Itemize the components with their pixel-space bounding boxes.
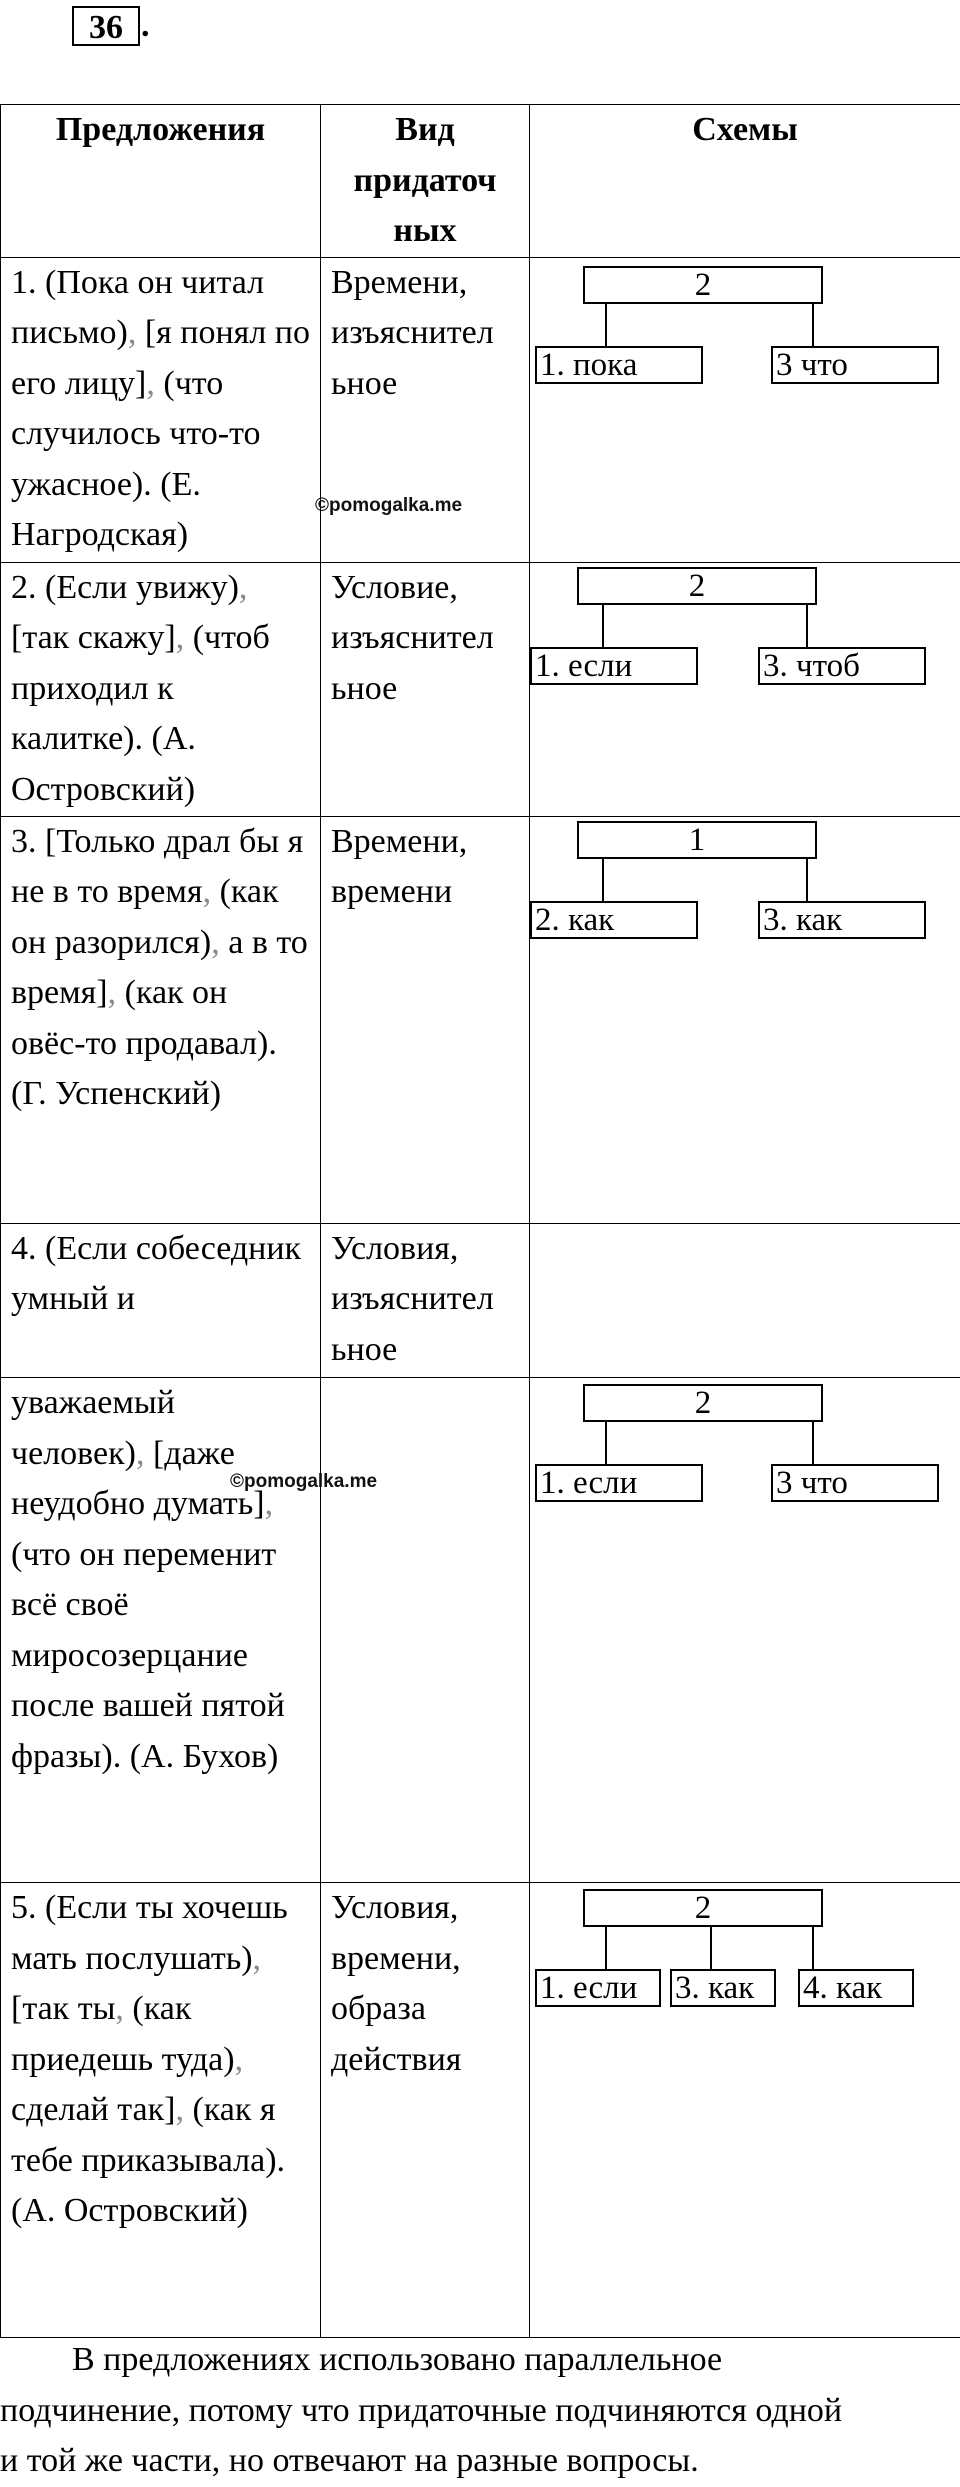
clause-type-cell (321, 1883, 530, 2338)
scheme-cell (530, 816, 960, 1223)
scheme-sub-box: 1. если (535, 1969, 661, 2007)
watermark: ©pomogalka.me (315, 496, 462, 516)
header-clause-type-line: придаточ (331, 156, 519, 207)
scheme-cell (530, 562, 960, 816)
clause-type-cell (321, 562, 530, 816)
sentence-text: (чтоб приходил к калитке). (А. Островский) (11, 619, 270, 808)
sentence-cell (1, 816, 321, 1223)
table-row (1, 257, 960, 562)
clause-type-line: ьное (331, 359, 519, 410)
scheme-connector (602, 605, 604, 647)
sentence-text: 4. (Если собеседник умный и (11, 1230, 301, 1318)
conclusion-line: подчинение, потому что придаточные подчиняются одной (0, 2386, 960, 2437)
watermark: ©pomogalka.me (230, 1472, 377, 1492)
scheme-diagram (530, 563, 960, 693)
comma-mark: , (265, 1485, 274, 1522)
comma-mark: , (146, 365, 155, 402)
clause-type-line: действия (331, 2035, 519, 2086)
sentence-text: сделай так] (11, 2091, 175, 2128)
table-row (1, 562, 960, 816)
sentence-cell (1, 562, 321, 816)
sentence-text: [так ты (11, 1990, 115, 2027)
clause-type-line: Времени, (331, 258, 519, 309)
scheme-connector (605, 1927, 607, 1969)
scheme-main-box: 1 (577, 821, 817, 859)
scheme-sub-box: 3. как (758, 901, 926, 939)
scheme-sub-box: 3 что (771, 346, 939, 384)
table-row (1, 1883, 960, 2338)
sentence-cell (1, 1223, 321, 1377)
clause-type-line: Условие, (331, 563, 519, 614)
scheme-sub-box: 3. чтоб (758, 647, 926, 685)
sentence-text: (как он разорился) (11, 873, 279, 961)
sentence-text: (как приедешь туда) (11, 1990, 235, 2078)
scheme-diagram (530, 817, 960, 947)
comma-mark: , (175, 2091, 184, 2128)
scheme-sub-box: 1. если (530, 647, 698, 685)
scheme-sub-box: 3. как (670, 1969, 776, 2007)
sentence-text: (как я тебе приказывала). (А. Островский) (11, 2091, 285, 2229)
clause-type-line: Условия, (331, 1883, 519, 1934)
sentence-text: а в то время] (11, 924, 308, 1012)
scheme-connector (605, 1422, 607, 1464)
header-clause-type-line: Вид (331, 105, 519, 156)
scheme-connector (605, 304, 607, 346)
sentence-text: 2. (Если увижу) (11, 569, 239, 606)
sentence-text: [я понял по его лицу] (11, 314, 310, 402)
table-row (1, 1223, 960, 1377)
clause-type-cell (321, 1223, 530, 1377)
clause-type-line: Условия, (331, 1224, 519, 1275)
sentence-text: 1. (Пока он читал письмо) (11, 264, 264, 352)
comma-mark: , (136, 1435, 145, 1472)
scheme-main-box: 2 (583, 266, 823, 304)
scheme-sub-box: 1. если (535, 1464, 703, 1502)
scheme-cell (530, 1883, 960, 2338)
scheme-sub-box: 3 что (771, 1464, 939, 1502)
scheme-connector (812, 304, 814, 346)
scheme-diagram (530, 1378, 960, 1508)
scheme-diagram (530, 1883, 960, 2013)
sentence-cell (1, 1883, 321, 2338)
clause-type-line: ьное (331, 1325, 519, 1376)
sentence-text: 5. (Если ты хочешь мать послушать) (11, 1889, 288, 1977)
scheme-connector (812, 1927, 814, 1969)
scheme-connector (806, 859, 808, 901)
scheme-main-box: 2 (577, 567, 817, 605)
sentence-text: (что он переменит всё своё миросозерцание после вашей пятой фразы). (А. Бухов) (11, 1536, 285, 1775)
clause-type-line: изъяснител (331, 1274, 519, 1325)
comma-mark: , (128, 314, 137, 351)
scheme-sub-box: 1. пока (535, 346, 703, 384)
clause-type-line: времени (331, 867, 519, 918)
scheme-sub-box: 4. как (798, 1969, 914, 2007)
task-number-dot: . (141, 6, 150, 46)
scheme-connector (806, 605, 808, 647)
sentence-cell (1, 257, 321, 562)
scheme-cell (530, 1378, 960, 1883)
clause-type-cell (321, 816, 530, 1223)
scheme-main-box: 2 (583, 1384, 823, 1422)
comma-mark: , (203, 873, 212, 910)
task-number: 36 (72, 6, 140, 46)
header-sentences: Предложения (1, 105, 321, 258)
comma-mark: , (235, 2041, 244, 2078)
clause-type-line: изъяснител (331, 308, 519, 359)
header-schemes: Схемы (530, 105, 960, 258)
clause-type-line: Времени, (331, 817, 519, 868)
clause-type-cell (321, 257, 530, 562)
clause-type-line: образа (331, 1984, 519, 2035)
comma-mark: , (239, 569, 248, 606)
sentence-text: 3. [Только драл бы я не в то время (11, 823, 303, 911)
header-clause-type-line: ных (331, 206, 519, 257)
scheme-connector (602, 859, 604, 901)
sentence-text: (как он овёс-то продавал). (Г. Успенский) (11, 974, 277, 1112)
comma-mark: , (253, 1940, 262, 1977)
clause-type-line: времени, (331, 1934, 519, 1985)
scheme-diagram (530, 258, 960, 388)
table-row (1, 1378, 960, 1883)
conclusion-paragraph (0, 2335, 960, 2487)
header-clause-type (321, 105, 530, 258)
scheme-sub-box: 2. как (530, 901, 698, 939)
comma-mark: , (108, 974, 117, 1011)
scheme-main-box: 2 (583, 1889, 823, 1927)
scheme-cell (530, 1223, 960, 1377)
comma-mark: , (176, 619, 185, 656)
comma-mark: , (211, 924, 220, 961)
sentence-cell (1, 1378, 321, 1883)
clause-type-line: ьное (331, 664, 519, 715)
table-row (1, 816, 960, 1223)
sentence-text: [даже неудобно думать] (11, 1435, 265, 1523)
analysis-table-continued (0, 1377, 960, 2338)
conclusion-line: В предложениях использовано параллельное (0, 2335, 960, 2386)
scheme-cell (530, 257, 960, 562)
scheme-connector (710, 1927, 712, 1969)
conclusion-line: и той же части, но отвечают на разные вопросы. (0, 2436, 960, 2487)
clause-type-line: изъяснител (331, 613, 519, 664)
sentence-text: [так скажу] (11, 619, 176, 656)
sentence-text: уважаемый человек) (11, 1384, 175, 1472)
sentence-text: (что случилось что-то ужасное). (Е. Нагродская) (11, 365, 261, 554)
scheme-connector (812, 1422, 814, 1464)
analysis-table (0, 104, 960, 1378)
clause-type-cell (321, 1378, 530, 1883)
comma-mark: , (115, 1990, 124, 2027)
